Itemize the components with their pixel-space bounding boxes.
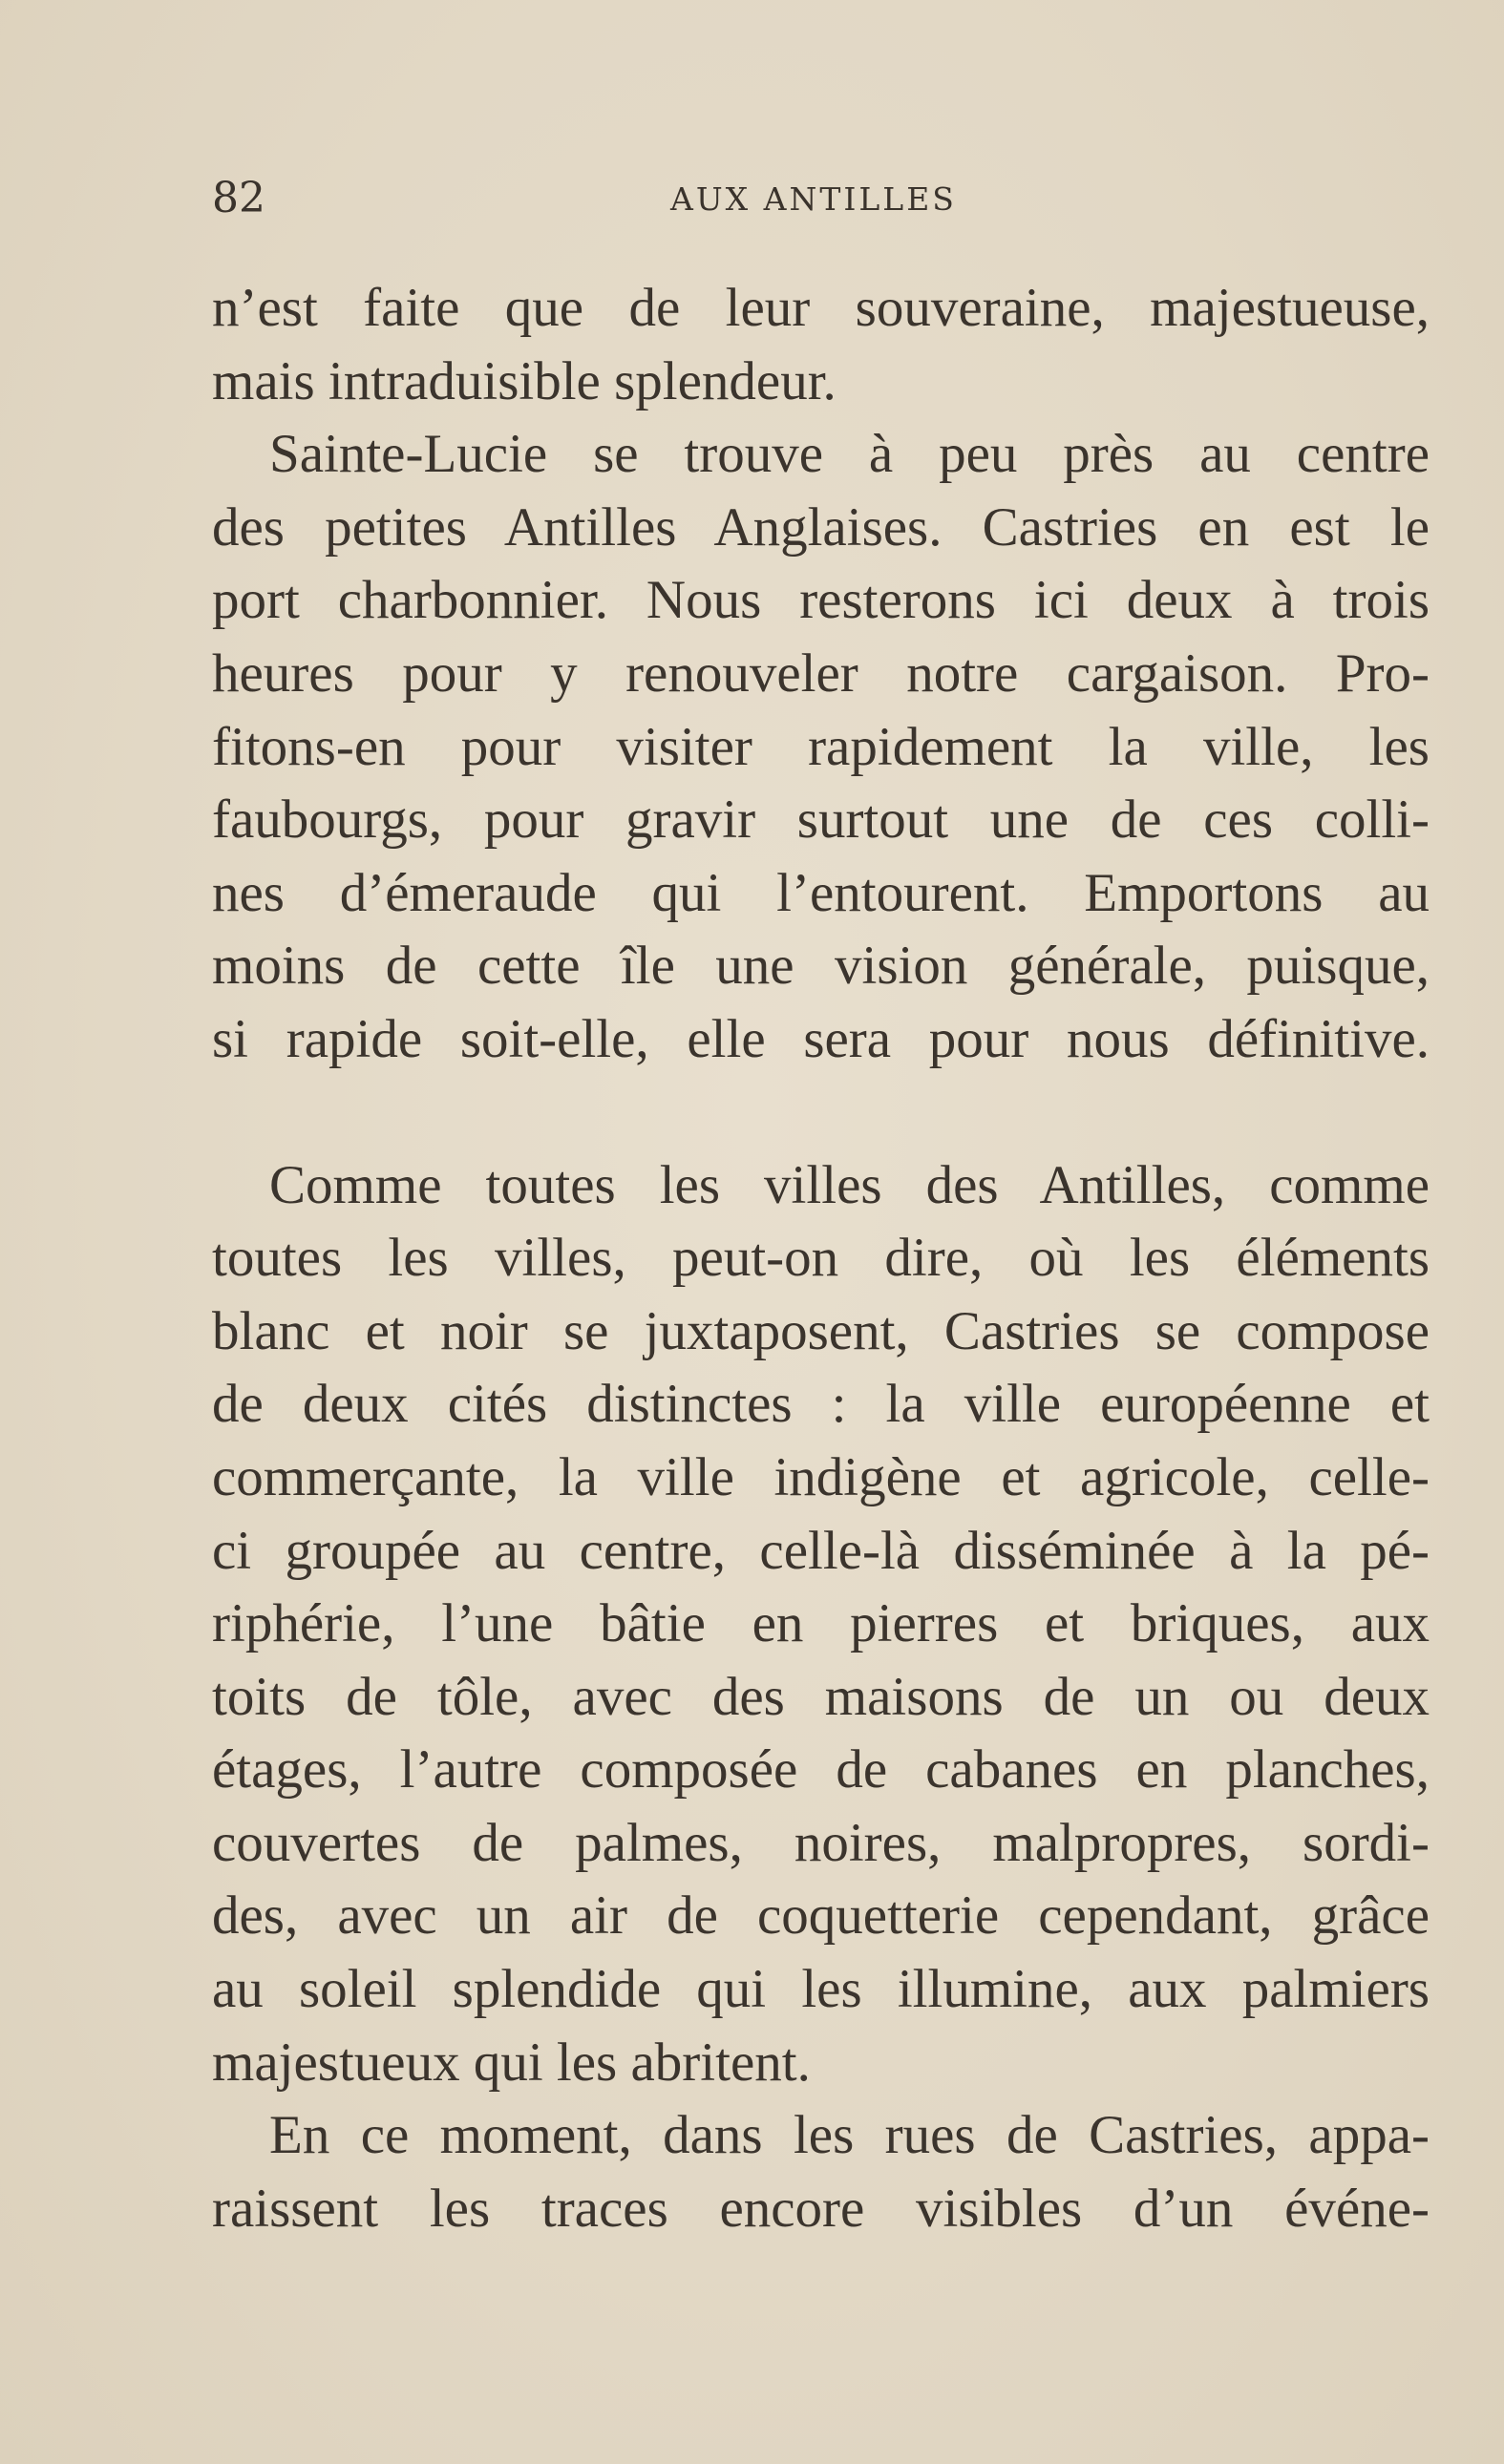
text-line: des petites Antilles Anglaises. Castries en est le — [212, 496, 1430, 558]
text-line: raissent les traces encore visibles d’un événe- — [212, 2178, 1430, 2239]
text-line: commerçante, la ville indigène et agricole, celle- — [212, 1446, 1430, 1507]
section-break — [212, 1077, 1430, 1149]
text-line: n’est faite que de leur souveraine, majestueuse, — [212, 278, 1430, 338]
text-line: Comme toutes les villes des Antilles, comme — [269, 1154, 1430, 1215]
text-line: port charbonnier. Nous resterons ici deux à trois — [212, 570, 1430, 631]
text-line: de deux cités distinctes : la ville européenne et — [212, 1374, 1430, 1435]
running-title: AUX ANTILLES — [670, 180, 957, 218]
text-line: Sainte-Lucie se trouve à peu près au centre — [269, 424, 1430, 485]
body-text — [212, 272, 1430, 2245]
text-line: moins de cette île une vision générale, puisque, — [212, 936, 1430, 997]
paragraph — [212, 2099, 1430, 2245]
paragraph — [212, 418, 1430, 1076]
text-line: En ce moment, dans les rues de Castries, appa- — [269, 2105, 1430, 2166]
text-line: ci groupée au centre, celle-là disséminée à la pé- — [212, 1520, 1430, 1581]
text-line: étages, l’autre composée de cabanes en planches, — [212, 1739, 1430, 1801]
text-line: fitons-en pour visiter rapidement la ville, les — [212, 716, 1430, 777]
text-line: mais intraduisible splendeur. — [212, 350, 837, 411]
page-number: 82 — [212, 174, 265, 222]
text-line: si rapide soit-elle, elle sera pour nous définitive. — [212, 1008, 1430, 1069]
text-line: couvertes de palmes, noires, malpropres, sordi- — [212, 1812, 1430, 1873]
paragraph — [212, 272, 1430, 418]
text-line: nes d’émeraude qui l’entourent. Emportons au — [212, 862, 1430, 923]
text-line: toits de tôle, avec des maisons de un ou deux — [212, 1666, 1430, 1727]
page-header — [212, 170, 1430, 237]
text-line: heures pour y renouveler notre cargaison. Pro- — [212, 642, 1430, 704]
text-line: riphérie, l’une bâtie en pierres et briques, aux — [212, 1593, 1430, 1654]
text-line: blanc et noir se juxtaposent, Castries se compose — [212, 1300, 1430, 1361]
text-line: faubourgs, pour gravir surtout une de ces colli- — [212, 790, 1430, 851]
text-line: majestueux qui les abritent. — [212, 2032, 811, 2093]
text-line: des, avec un air de coquetterie cependant, grâce — [212, 1885, 1430, 1947]
paragraph — [212, 1149, 1430, 2100]
text-line: toutes les villes, peut-on dire, où les éléments — [212, 1228, 1430, 1289]
text-line: au soleil splendide qui les illumine, aux palmiers — [212, 1959, 1430, 2020]
